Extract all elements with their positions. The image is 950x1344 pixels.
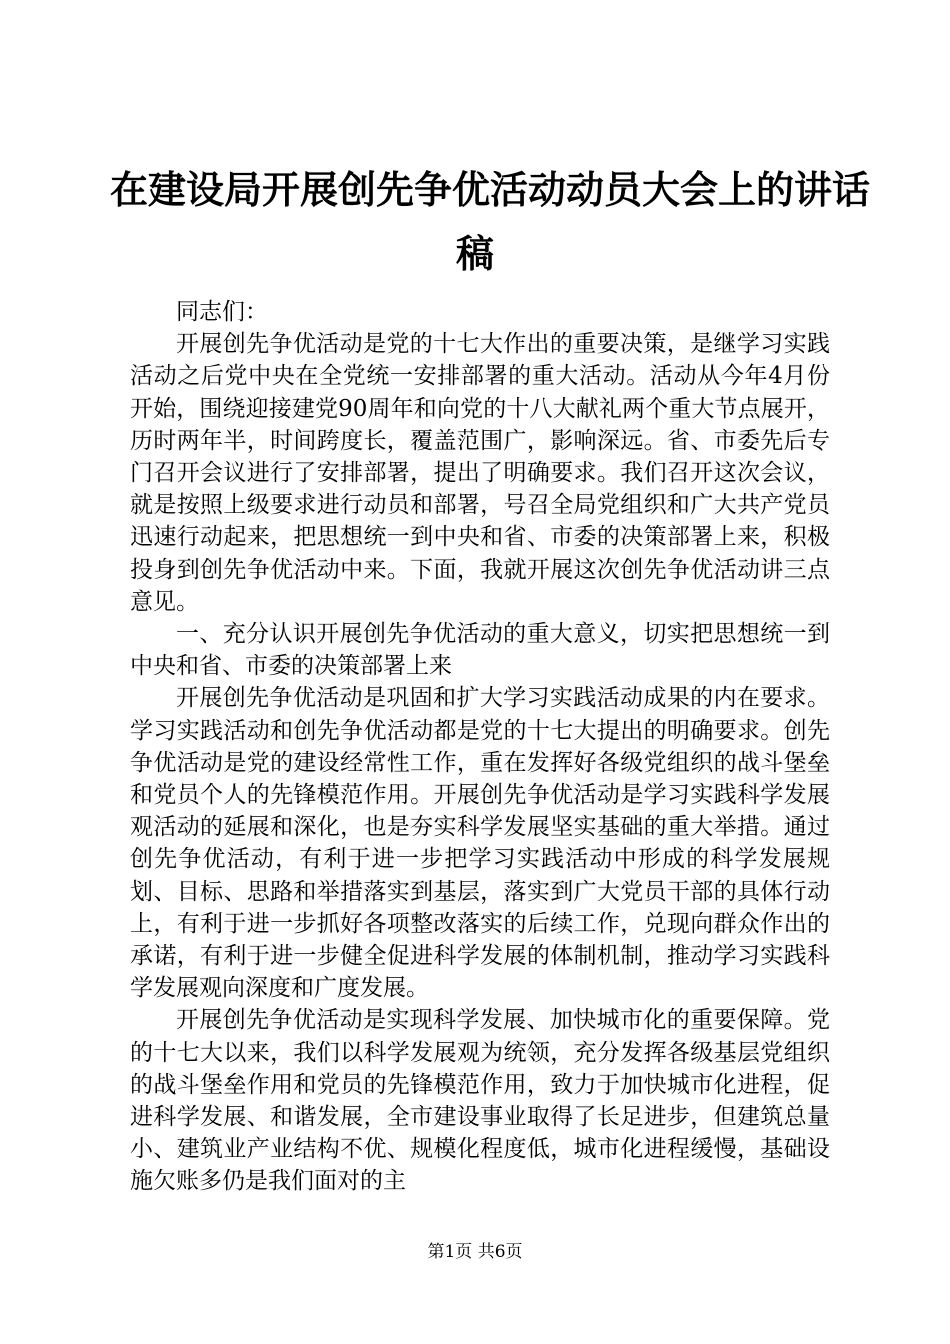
salutation: 同志们： <box>176 299 268 325</box>
paragraph-1: 开展创先争优活动是巩固和扩大学习实践活动成果的内在要求。学习实践活动和创先争优活动都是党的十七大提出的明确要求。创先争优活动是党的建设经常性工作，重在发挥好各级党组织的战斗堡垒和党员个人的先锋模范作用。开展创先争优活动是学习实践科学发展观活动的延展和深化，也是夯实科学发展坚实基础的重大举措。通过创先争优活动，有利于进一步把学习实践活动中形成的科学发展规划、目标、思路和举措落实到基层，落实到广大党员干部的具体行动上，有利于进一步抓好各项整改落实的后续工作，兑现向群众作出的承诺，有利于进一步健全促进科学发展的体制机制，推动学习实践科学发展观向深度和广度发展。 <box>130 685 830 1002</box>
section-heading-1: 一、充分认识开展创先争优活动的重大意义，切实把思想统一到中央和省、市委的决策部署上来 <box>130 621 830 680</box>
paragraph-2: 开展创先争优活动是实现科学发展、加快城市化的重要保障。党的十七大以来，我们以科学发展观为统领，充分发挥各级基层党组织的战斗堡垒作用和党员的先锋模范作用，致力于加快城市化进程，促进科学发展、和谐发展，全市建设事业取得了长足进步，但建筑总量小、建筑业产业结构不优、规模化程度低，城市化进程缓慢，基础设施欠账多仍是我们面对的主 <box>130 1007 830 1195</box>
page-footer: 第1页 共6页 <box>427 1242 523 1262</box>
title-line-1: 在建设局开展创先争优活动动员大会上的讲话 <box>110 168 871 212</box>
paragraph-intro: 开展创先争优活动是党的十七大作出的重要决策，是继学习实践活动之后党中央在全党统一安排部署的重大活动。活动从今年4月份开始，围绕迎接建党90周年和向党的十八大献礼两个重大节点展开，历时两年半，时间跨度长，覆盖范围广，影响深远。省、市委先后专门召开会议进行了安排部署，提出了明确要求。我们召开这次会议，就是按照上级要求进行动员和部署，号召全局党组织和广大共产党员迅速行动起来，把思想统一到中央和省、市委的决策部署上来，积极投身到创先争优活动中来。下面，我就开展这次创先争优活动讲三点意见。 <box>130 331 830 615</box>
document-body <box>130 296 830 1198</box>
document-title <box>110 158 871 286</box>
title-line-2: 稿 <box>455 232 494 276</box>
